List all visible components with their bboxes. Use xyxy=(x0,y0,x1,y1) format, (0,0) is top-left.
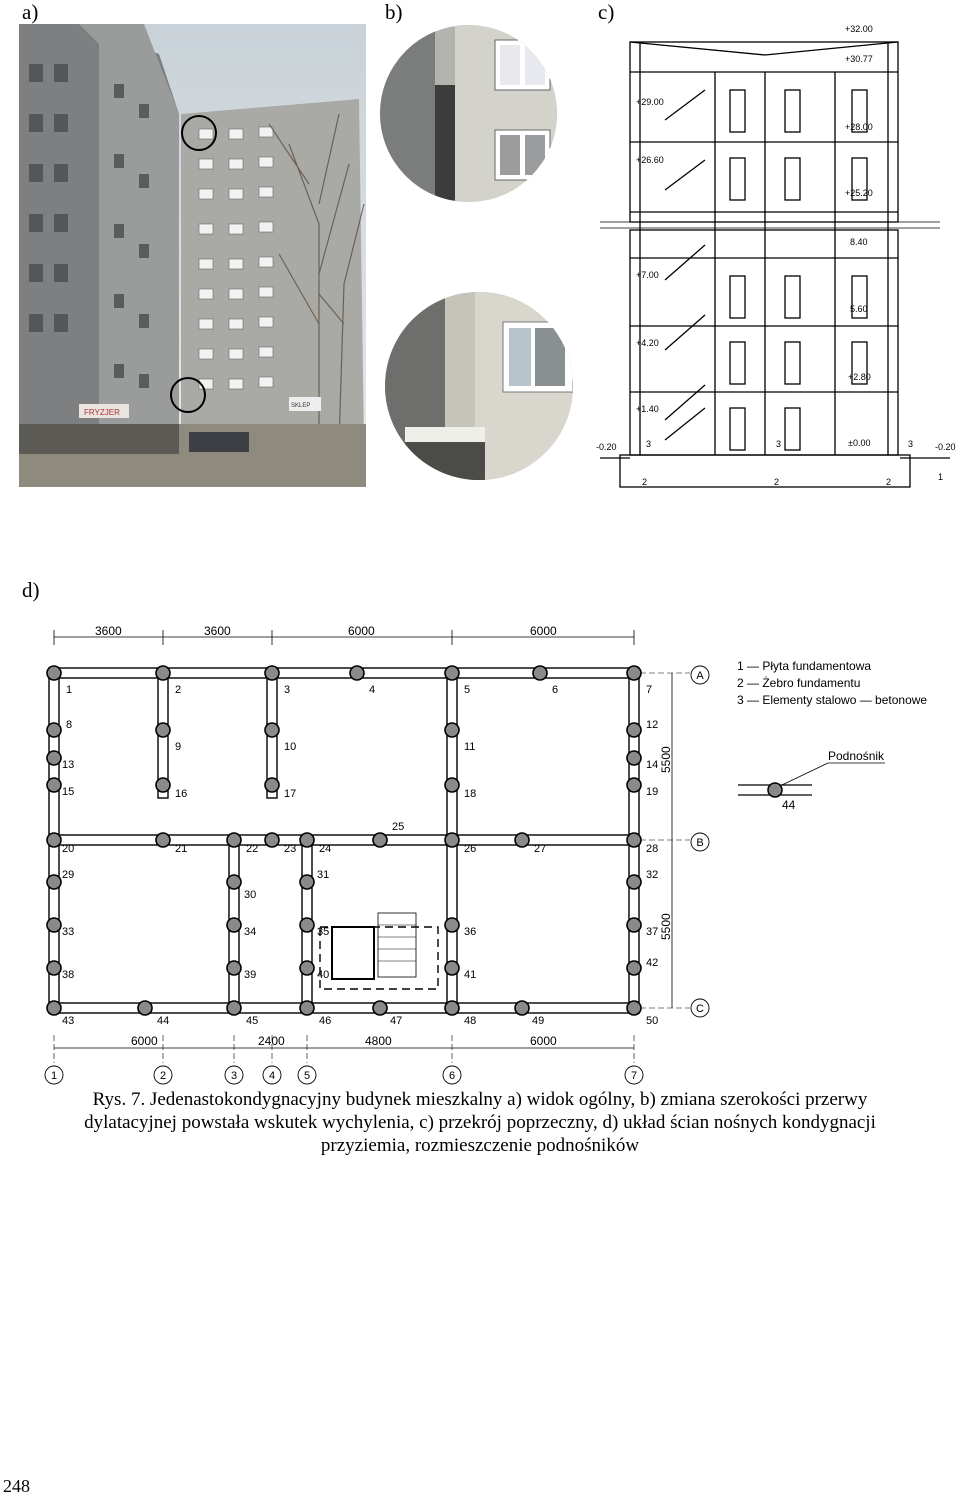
column-number: 31 xyxy=(317,869,330,881)
jack-marker xyxy=(627,666,641,680)
column-number: 27 xyxy=(534,843,547,855)
column-number: 33 xyxy=(62,926,75,938)
column-number: 19 xyxy=(646,786,659,798)
floor-plan-svg xyxy=(0,615,960,1090)
elev-label: +32.00 xyxy=(845,24,873,34)
jack-marker xyxy=(47,666,61,680)
jack-marker xyxy=(156,666,170,680)
marker-label: 1 xyxy=(938,472,944,482)
jack-marker xyxy=(627,723,641,737)
column-number: 30 xyxy=(244,889,257,901)
column-number: 17 xyxy=(284,788,297,800)
legend-item-3: 3 — Elementy stalowo — betonowe xyxy=(737,693,928,707)
jack-marker xyxy=(627,918,641,932)
elev-label: 5.60 xyxy=(850,304,868,314)
jack-marker xyxy=(47,1001,61,1015)
column-number: 42 xyxy=(646,957,659,969)
jack-marker xyxy=(300,833,314,847)
column-number: 21 xyxy=(175,843,188,855)
jack-marker xyxy=(445,723,459,737)
column-number: 22 xyxy=(246,843,259,855)
shop-sign-text: FRYZJER xyxy=(84,408,120,417)
shop-sign-text-2: SKLEP xyxy=(291,403,311,409)
column-number: 14 xyxy=(646,759,659,771)
jack-marker xyxy=(47,918,61,932)
jack-marker xyxy=(47,751,61,765)
jack-detail-marker xyxy=(768,783,782,797)
jack-marker xyxy=(227,961,241,975)
column-number: 10 xyxy=(284,741,297,753)
column-number: 9 xyxy=(175,741,182,753)
jack-marker xyxy=(373,833,387,847)
column-number: 3 xyxy=(284,684,291,696)
column-number: 28 xyxy=(646,843,659,855)
legend-item-1: 1 — Płyta fundamentowa xyxy=(737,659,872,673)
jack-marker xyxy=(300,918,314,932)
column-number: 43 xyxy=(62,1015,75,1027)
elev-label: +29.00 xyxy=(636,97,664,107)
jack-marker xyxy=(300,961,314,975)
axis-row-label: B xyxy=(696,837,704,849)
jack-marker xyxy=(227,1001,241,1015)
panel-label-a: a) xyxy=(22,0,39,24)
axis-col-label: 1 xyxy=(50,1070,58,1082)
column-number: 40 xyxy=(317,969,330,981)
panel-label-b: b) xyxy=(385,0,403,24)
column-number: 23 xyxy=(284,843,297,855)
top-dim: 3600 xyxy=(204,624,231,638)
building-photo-drawing xyxy=(19,24,366,487)
jack-marker xyxy=(445,833,459,847)
elev-label: +4.20 xyxy=(636,338,659,348)
column-number: 41 xyxy=(464,969,477,981)
side-dim: 5500 xyxy=(659,746,673,773)
jack-marker xyxy=(445,778,459,792)
jack-marker xyxy=(515,833,529,847)
closeup-top-photo xyxy=(380,25,557,202)
axis-col-label: 7 xyxy=(630,1070,638,1082)
marker-label: 2 xyxy=(642,477,648,487)
column-number: 6 xyxy=(552,684,559,696)
jack-marker xyxy=(300,1001,314,1015)
jack-detail-number: 44 xyxy=(782,798,796,812)
jack-marker xyxy=(47,961,61,975)
jack-marker xyxy=(350,666,364,680)
column-number: 20 xyxy=(62,843,75,855)
column-number: 13 xyxy=(62,759,75,771)
axis-col-label: 2 xyxy=(159,1070,167,1082)
axis-row-label: A xyxy=(696,670,704,682)
jack-detail-label: Podnośnik xyxy=(828,749,885,763)
column-number: 26 xyxy=(464,843,477,855)
elev-label: 8.40 xyxy=(850,237,868,247)
jack-marker xyxy=(265,833,279,847)
elev-label: +1.40 xyxy=(636,404,659,414)
column-number: 18 xyxy=(464,788,477,800)
column-number: 16 xyxy=(175,788,188,800)
caption-line-3: przyziemia, rozmieszczenie podnośników xyxy=(320,1135,640,1156)
column-number: 8 xyxy=(66,719,73,731)
column-number: 35 xyxy=(317,926,330,938)
bottom-dim: 6000 xyxy=(131,1034,158,1048)
column-number: 12 xyxy=(646,719,659,731)
column-number: 34 xyxy=(244,926,257,938)
jack-marker xyxy=(627,778,641,792)
axis-col-label: 3 xyxy=(230,1070,238,1082)
elev-label: +30.77 xyxy=(845,54,873,64)
side-dim: 5500 xyxy=(659,913,673,940)
column-number: 11 xyxy=(464,741,476,753)
elev-label: +2.80 xyxy=(848,372,871,382)
column-number: 32 xyxy=(646,869,659,881)
elev-label: -0.20 xyxy=(935,442,956,452)
marker-label: 3 xyxy=(646,439,652,449)
panel-label-d: d) xyxy=(22,578,40,602)
axis-col-label: 5 xyxy=(303,1070,311,1082)
column-number: 5 xyxy=(464,684,471,696)
column-number: 36 xyxy=(464,926,477,938)
column-number: 1 xyxy=(66,684,73,696)
elev-label: +26.60 xyxy=(636,155,664,165)
caption-line-2: dylatacyjnej powstała wskutek wychylenia, c) przekrój poprzeczny, d) układ ścian nośnych kondygnacji xyxy=(84,1112,876,1133)
bottom-dim: 4800 xyxy=(365,1034,392,1048)
marker-label: 2 xyxy=(774,477,780,487)
elev-label: -0.20 xyxy=(596,442,617,452)
caption-line-1: Rys. 7. Jedenastokondygnacyjny budynek mieszkalny a) widok ogólny, b) zmiana szerokości przerwy xyxy=(92,1089,868,1110)
jack-marker xyxy=(373,1001,387,1015)
jack-marker xyxy=(627,1001,641,1015)
jack-marker xyxy=(627,961,641,975)
jack-marker xyxy=(47,723,61,737)
jack-marker xyxy=(300,875,314,889)
bottom-dim: 6000 xyxy=(530,1034,557,1048)
panel-label-c: c) xyxy=(598,0,615,24)
axis-col-label: 4 xyxy=(268,1070,276,1082)
floor-plan xyxy=(0,615,960,1090)
jack-marker xyxy=(533,666,547,680)
closeup-bottom-photo xyxy=(385,292,573,480)
page-number: 248 xyxy=(3,1476,30,1496)
column-number: 7 xyxy=(646,684,653,696)
jack-marker xyxy=(445,666,459,680)
jack-marker xyxy=(47,833,61,847)
jack-marker xyxy=(227,918,241,932)
jack-marker xyxy=(156,833,170,847)
jack-marker xyxy=(227,833,241,847)
elev-label: +28.00 xyxy=(845,122,873,132)
jack-marker xyxy=(445,961,459,975)
marker-label: 3 xyxy=(908,439,914,449)
column-number: 45 xyxy=(246,1015,259,1027)
column-number: 15 xyxy=(62,786,75,798)
axis-col-label: 6 xyxy=(448,1070,456,1082)
column-number: 49 xyxy=(532,1015,545,1027)
jack-marker xyxy=(265,723,279,737)
column-number: 47 xyxy=(390,1015,403,1027)
column-number: 24 xyxy=(319,843,332,855)
column-number: 37 xyxy=(646,926,659,938)
column-number: 2 xyxy=(175,684,182,696)
column-number: 4 xyxy=(369,684,376,696)
jack-marker xyxy=(515,1001,529,1015)
jack-marker xyxy=(265,778,279,792)
column-number: 25 xyxy=(392,821,405,833)
bottom-dim: 2400 xyxy=(258,1034,285,1048)
elev-label: +7.00 xyxy=(636,270,659,280)
jack-marker xyxy=(627,833,641,847)
jack-marker xyxy=(445,918,459,932)
elev-label: ±0.00 xyxy=(848,438,871,448)
column-number: 38 xyxy=(62,969,75,981)
jack-marker xyxy=(627,751,641,765)
top-dim: 6000 xyxy=(348,624,375,638)
column-number: 50 xyxy=(646,1015,659,1027)
jack-marker xyxy=(156,778,170,792)
legend-item-2: 2 — Żebro fundamentu xyxy=(737,676,861,690)
jack-marker xyxy=(156,723,170,737)
elev-label: +25.20 xyxy=(845,188,873,198)
cross-section-drawing xyxy=(590,20,960,495)
axis-row-label: C xyxy=(696,1003,704,1015)
building-photo xyxy=(19,24,366,487)
column-number: 46 xyxy=(319,1015,332,1027)
top-dim: 3600 xyxy=(95,624,122,638)
column-number: 48 xyxy=(464,1015,477,1027)
column-number: 44 xyxy=(157,1015,170,1027)
jack-marker xyxy=(138,1001,152,1015)
jack-marker xyxy=(47,778,61,792)
figure-caption xyxy=(40,1088,920,1157)
jack-marker xyxy=(265,666,279,680)
jack-marker xyxy=(47,875,61,889)
marker-label: 2 xyxy=(886,477,892,487)
jack-marker xyxy=(445,1001,459,1015)
top-dim: 6000 xyxy=(530,624,557,638)
column-number: 29 xyxy=(62,869,75,881)
jack-marker xyxy=(627,875,641,889)
column-number: 39 xyxy=(244,969,257,981)
marker-label: 3 xyxy=(776,439,782,449)
jack-marker xyxy=(227,875,241,889)
